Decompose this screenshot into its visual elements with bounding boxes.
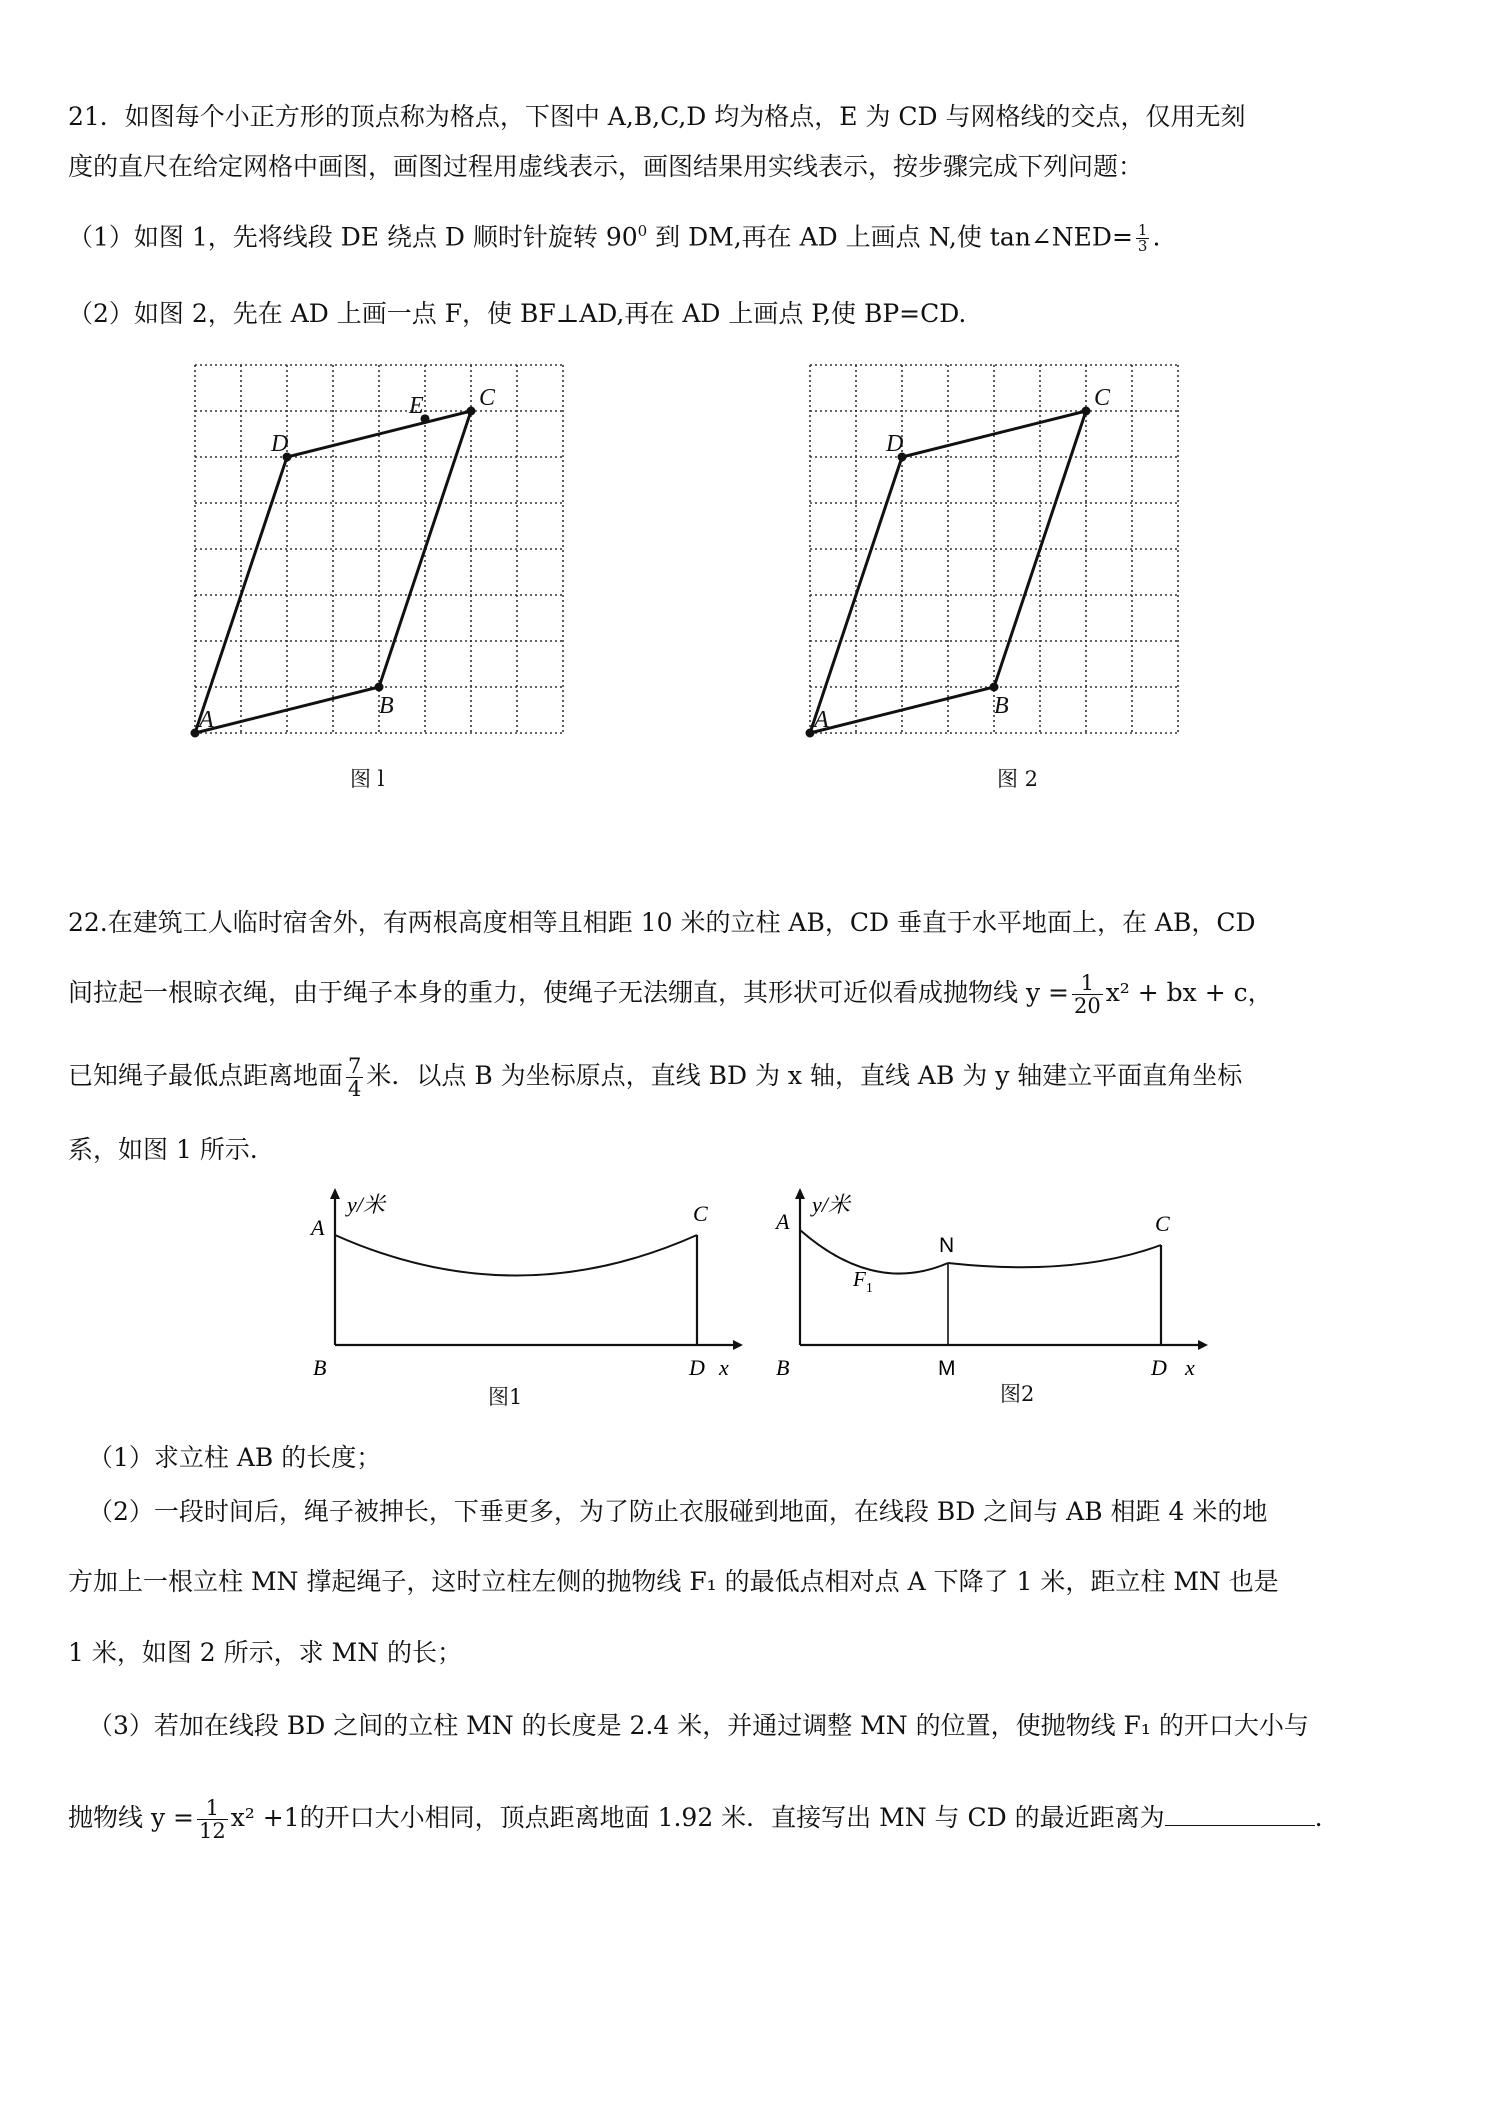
label-c: C [1094,385,1111,411]
label-n: N [939,1234,955,1257]
q21-line-2: 度的直尺在给定网格中画图，画图过程用虚线表示，画图结果用实线表示，按步骤完成下列问题： [68,152,1144,181]
label-c: C [1155,1211,1170,1236]
label-a: A [814,707,829,733]
point-b [375,683,384,692]
label-b: B [379,693,394,719]
x-axis-arrow-icon [733,1340,743,1350]
fraction-seven-quarters: $\frac{7}{4}$ [348,1054,362,1101]
q22-part-1: （1）求立柱 AB 的长度； [88,1443,382,1472]
q22-figure-1-caption: 图1 [488,1385,523,1409]
parabola-f1 [800,1230,948,1274]
label-b: B [776,1355,790,1380]
q21-figure-2-caption: 图 2 [997,767,1039,791]
label-d: D [886,431,904,457]
label-d: D [271,431,289,457]
q22-line-1: 22.在建筑工人临时宿舍外，有两根高度相等且相距 10 米的立柱 AB，CD 垂直于水平地面上，在 AB，CD [68,908,1256,937]
label-d: D [689,1355,705,1380]
label-a: A [776,1209,790,1234]
x-axis-arrow-icon [1198,1340,1208,1350]
label-f1: $F_1$ [853,1267,873,1296]
q21-figure-2-grid [765,360,1215,760]
label-a: A [199,707,214,733]
y-axis-arrow-icon [795,1188,805,1199]
q22-part-3-line-1: （3）若加在线段 BD 之间的立柱 MN 的长度是 2.4 米，并通过调整 MN 的位置，使抛物线 F₁ 的开口大小与 [88,1711,1309,1740]
label-m: M [938,1357,956,1380]
q22-line-4: 系，如图 1 所示. [68,1135,258,1164]
q21-figure-1-caption: 图 l [350,767,385,791]
y-axis-label: y/米 [812,1192,850,1217]
x-axis-label: x [719,1355,729,1380]
q22-figure-2-caption: 图2 [1000,1382,1035,1406]
q22-part-2-line-1: （2）一段时间后，绳子被抻长，下垂更多，为了防止衣服碰到地面，在线段 BD 之间与 AB 相距 4 米的地 [88,1497,1268,1526]
q21-line-1: 21．如图每个小正方形的顶点称为格点，下图中 A,B,C,D 均为格点，E 为 CD 与网格线的交点，仅用无刻 [68,102,1246,131]
fraction-one-twelfth: $\frac{1}{12}$ [198,1796,226,1843]
q22-figure-1 [305,1185,745,1385]
label-e: E [409,392,424,419]
q21-part-1-text-b: 到 DM,再在 AD 上画点 N,使 tan∠NED= [647,222,1133,252]
q22-line-3: 已知绳子最低点距离地面 $\frac{7}{4}$ 米．以点 B 为坐标原点，直线 BD 为 x 轴，直线 AB 为 y 轴建立平面直角坐标 [68,1054,1243,1101]
label-b: B [994,693,1009,719]
q21-part-1-text-a: （1）如图 1，先将线段 DE 绕点 D 顺时针旋转 90 [68,222,638,252]
fraction-one-third: $\frac{1}{3}$ [1137,221,1148,256]
label-b: B [313,1355,327,1380]
rope-parabola [335,1235,697,1276]
q21-part-1: （1）如图 1，先将线段 DE 绕点 D 顺时针旋转 $90^0$ 到 DM,再在 AD 上画点 N,使 tan∠NED= $\frac{1}{3}$ . [68,221,1161,256]
point-c [1082,407,1091,416]
x-axis-label: x [1185,1355,1195,1380]
q21-part-2: （2）如图 2，先在 AD 上画一点 F，使 BF⊥AD,再在 AD 上画点 P,使 BP=CD. [68,299,967,328]
degree-superscript: 0 [637,222,648,240]
answer-blank[interactable] [1165,1801,1315,1826]
point-c [467,407,476,416]
label-c: C [479,385,496,411]
q22-figure-2 [775,1185,1215,1385]
point-b [990,683,999,692]
y-axis-arrow-icon [330,1188,340,1199]
label-d: D [1151,1355,1167,1380]
grid-lines [195,365,563,733]
y-axis-label: y/米 [347,1192,385,1217]
rope-right [948,1245,1161,1267]
q22-part-2-line-2: 方加上一根立柱 MN 撑起绳子，这时立柱左侧的抛物线 F₁ 的最低点相对点 A 下降了 1 米，距立柱 MN 也是 [68,1567,1279,1596]
q22-part-2-line-3: 1 米，如图 2 所示，求 MN 的长； [68,1638,463,1667]
label-c: C [693,1201,708,1226]
grid-lines [810,365,1178,733]
q21-figure-1-grid [150,360,600,760]
label-a: A [311,1215,325,1240]
q22-line-2: 间拉起一根晾衣绳，由于绳子本身的重力，使绳子无法绷直，其形状可近似看成抛物线 y = $\frac{1}{20}$ x² + bx + c， [68,971,1273,1018]
fraction-one-twentieth: $\frac{1}{20}$ [1073,971,1101,1018]
q22-part-3-line-2: 抛物线 y = $\frac{1}{12}$ x² +1的开口大小相同，顶点距离地面 1.92 米．直接写出 MN 与 CD 的最近距离为 . [68,1796,1323,1843]
